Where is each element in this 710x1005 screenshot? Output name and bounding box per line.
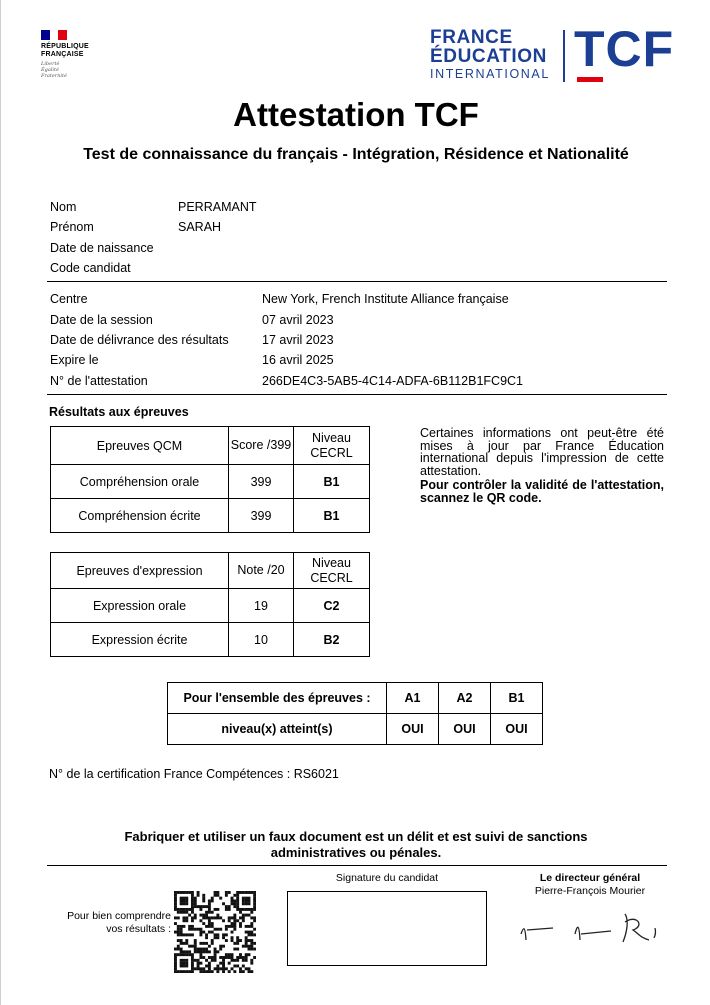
table-header-row xyxy=(51,553,370,589)
validity-note xyxy=(420,427,664,504)
republique-francaise-logo xyxy=(41,30,121,79)
date-delivrance-label: Date de délivrance des résultats xyxy=(50,333,229,347)
level-b1-header: B1 xyxy=(491,683,543,714)
expression-epreuve-cell: Expression orale xyxy=(51,589,229,623)
fraud-warning-line-2: administratives ou pénales. xyxy=(270,845,442,860)
table-row xyxy=(168,683,543,714)
date-naissance-label: Date de naissance xyxy=(50,241,154,255)
table-header-row xyxy=(51,427,370,465)
expression-epreuve-cell: Expression écrite xyxy=(51,623,229,657)
qcm-niveau-cell: B1 xyxy=(294,499,370,533)
france-education-international-logo xyxy=(430,28,554,83)
qcm-results-table xyxy=(50,426,370,533)
centre-label: Centre xyxy=(50,292,88,306)
nom-value: PERRAMANT xyxy=(178,200,257,214)
expression-results-table xyxy=(50,552,370,657)
table-row xyxy=(168,714,543,745)
tcf-logo: TCF xyxy=(574,21,675,77)
level-a2-value: OUI xyxy=(439,714,491,745)
attestation-number-value: 266DE4C3-5AB5-4C14-ADFA-6B112B1FC9C1 xyxy=(262,374,524,388)
qcm-score-cell: 399 xyxy=(229,499,294,533)
date-delivrance-value: 17 avril 2023 xyxy=(262,333,334,347)
page-title: Attestation TCF xyxy=(233,96,479,133)
table-row xyxy=(51,499,370,533)
expression-header-note: Note /20 xyxy=(229,553,294,589)
motto-egalite: Égalité xyxy=(41,67,59,73)
fei-word-education: ÉDUCATION xyxy=(430,46,547,67)
results-section-title: Résultats aux épreuves xyxy=(49,405,189,419)
expression-header-epreuve: Epreuves d'expression xyxy=(51,553,229,589)
motto-fraternite: Fraternité xyxy=(41,73,67,79)
global-row-label: Pour l'ensemble des épreuves : xyxy=(168,683,387,714)
expression-header-niveau: Niveau CECRL xyxy=(294,553,370,589)
fraud-warning-line-1: Fabriquer et utiliser un faux document est un délit et est suivi de sanctions xyxy=(124,829,588,844)
motto-liberte: Liberté xyxy=(41,61,60,67)
certification-number: N° de la certification France Compétences : RS6021 xyxy=(49,767,339,781)
prenom-value: SARAH xyxy=(178,220,222,234)
logo-separator xyxy=(563,30,565,82)
expression-niveau-cell: B2 xyxy=(294,623,370,657)
centre-value: New York, French Institute Alliance française xyxy=(262,292,509,306)
date-session-label: Date de la session xyxy=(50,313,153,327)
qr-label-line-1: Pour bien comprendre xyxy=(67,910,171,922)
fei-word-france: FRANCE xyxy=(430,27,513,48)
expression-note-cell: 10 xyxy=(229,623,294,657)
divider-2 xyxy=(47,394,667,395)
validity-note-qr-instruction: Pour contrôler la validité de l'attestation, scannez le QR code. xyxy=(420,478,664,505)
qr-label-line-2: vos résultats : xyxy=(106,923,171,935)
qcm-epreuve-cell: Compréhension orale xyxy=(51,465,229,499)
global-row-label: niveau(x) atteint(s) xyxy=(168,714,387,745)
expression-niveau-cell: C2 xyxy=(294,589,370,623)
nom-label: Nom xyxy=(50,200,77,214)
qcm-score-cell: 399 xyxy=(229,465,294,499)
qcm-header-niveau: Niveau CECRL xyxy=(294,427,370,465)
code-candidat-label: Code candidat xyxy=(50,261,131,275)
validity-note-text: Certaines informations ont peut-être été mises à jour par France Éducation international depuis l'impression de cette attestation. xyxy=(420,426,664,478)
table-row xyxy=(51,465,370,499)
qcm-niveau-cell: B1 xyxy=(294,465,370,499)
candidate-signature-label: Signature du candidat xyxy=(335,872,439,884)
level-b1-value: OUI xyxy=(491,714,543,745)
qcm-header-score: Score /399 xyxy=(229,427,294,465)
republique-line-1: RÉPUBLIQUE xyxy=(41,43,89,50)
level-a1-header: A1 xyxy=(387,683,439,714)
prenom-label: Prénom xyxy=(50,220,94,234)
fei-word-international: INTERNATIONAL xyxy=(430,67,550,81)
candidate-signature-box xyxy=(287,891,487,966)
director-title: Le directeur général xyxy=(539,872,641,884)
director-signature-icon xyxy=(513,904,663,952)
qcm-header-epreuve: Epreuves QCM xyxy=(51,427,229,465)
fraud-warning xyxy=(91,829,621,861)
page-subtitle: Test de connaissance du français - Intégration, Résidence et Nationalité xyxy=(83,146,629,163)
global-levels-table xyxy=(167,682,543,745)
republique-line-2: FRANÇAISE xyxy=(41,51,84,58)
qcm-epreuve-cell: Compréhension écrite xyxy=(51,499,229,533)
expire-value: 16 avril 2025 xyxy=(262,353,334,367)
qr-label xyxy=(45,910,171,936)
table-row xyxy=(51,589,370,623)
director-name: Pierre-François Mourier xyxy=(534,885,646,897)
level-a1-value: OUI xyxy=(387,714,439,745)
level-a2-header: A2 xyxy=(439,683,491,714)
date-session-value: 07 avril 2023 xyxy=(262,313,334,327)
divider-1 xyxy=(47,281,667,282)
divider-3 xyxy=(47,865,667,866)
expression-note-cell: 19 xyxy=(229,589,294,623)
table-row xyxy=(51,623,370,657)
french-flag-icon xyxy=(41,30,67,40)
tcf-logo-red-bar xyxy=(577,77,603,82)
qr-code-icon[interactable] xyxy=(174,891,256,973)
attestation-number-label: N° de l'attestation xyxy=(50,374,148,388)
expire-label: Expire le xyxy=(50,353,99,367)
